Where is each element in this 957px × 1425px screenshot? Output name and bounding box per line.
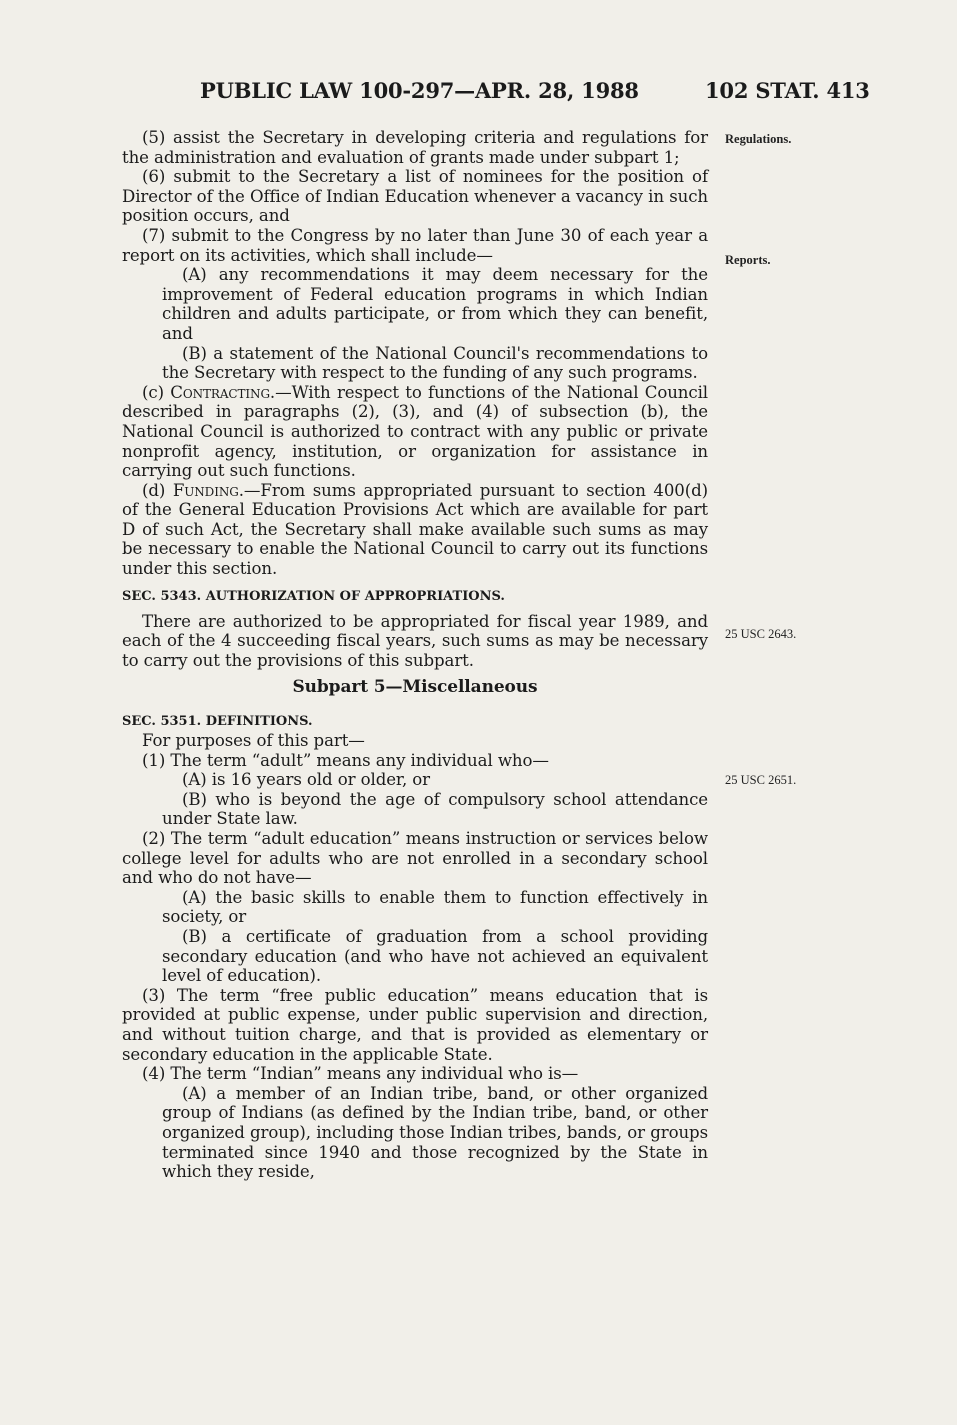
definition-4: (4) The term “Indian” means any individual who is— [142, 1064, 579, 1084]
section-5343-text: There are authorized to be appropriated for fiscal year 1989, and each of the 4 succeeding fiscal years, such sums as may be necessary to carry out the provisions of this subpart. [122, 611, 708, 670]
header-stat-page: 102 STAT. 413 [705, 78, 870, 103]
margin-note-reports: Reports. [725, 253, 771, 267]
paragraph-7: (7) submit to the Congress by no later than June 30 of each year a report on its activities, which shall include— [122, 225, 708, 265]
definition-1: (1) The term “adult” means any individual who— [142, 750, 549, 770]
margin-note-regulations: Regulations. [725, 132, 792, 146]
subsection-c-label: (c) [142, 382, 171, 402]
subsection-d-label: (d) [142, 480, 173, 500]
subpart-5-heading: Subpart 5—Miscellaneous [292, 677, 538, 698]
definition-1-b: (B) who is beyond the age of compulsory school attendance under State law. [162, 789, 708, 829]
document-body [122, 128, 708, 1182]
subsection-d-heading: Funding. [172, 480, 244, 500]
definition-2-b: (B) a certificate of graduation from a school providing secondary education (and who have not achieved an equivalent level of education). [162, 926, 708, 986]
definitions-intro: For purposes of this part— [142, 731, 365, 751]
subsection-d-text: —From sums appropriated pursuant to section 400(d) of the General Education Provisions Act which are available for part D of such Act, the Secretary shall make available such sums as may be necessary to enable the National Council to carry out its functions under this section. [122, 480, 709, 579]
section-5351-heading: SEC. 5351. DEFINITIONS. [122, 714, 313, 730]
definition-3: (3) The term “free public education” means education that is provided at public expense, under public supervision and direction, and without tuition charge, and that is provided as elementary or secondary education in the applicable State. [122, 985, 708, 1064]
paragraph-6: (6) submit to the Secretary a list of nominees for the position of Director of the Office of Indian Education whenever a vacancy in such position occurs, and [122, 167, 708, 226]
section-5343-heading: SEC. 5343. AUTHORIZATION OF APPROPRIATIONS. [122, 588, 505, 604]
definition-2: (2) The term “adult education” means instruction or services below college level for adults who are not enrolled in a secondary school and who do not have— [122, 829, 708, 888]
definition-4-a: (A) a member of an Indian tribe, band, or other organized group of Indians (as defined by the Indian tribe, band, or other organized group), including those Indian tribes, bands, or groups terminated since 1940 and those recognized by the State in which they reside, [162, 1083, 708, 1182]
paragraph-7-a: (A) any recommendations it may deem necessary for the improvement of Federal education programs in which Indian children and adults participate, or from which they can benefit, and [162, 265, 708, 343]
running-header [0, 78, 957, 114]
margin-note-usc-2651: 25 USC 2651. [725, 773, 797, 787]
subsection-d-funding [122, 481, 708, 579]
subsection-c-contracting [122, 383, 708, 481]
paragraph-5: (5) assist the Secretary in developing criteria and regulations for the administration and evaluation of grants made under subpart 1; [122, 128, 708, 167]
definition-1-a: (A) is 16 years old or older, or [182, 770, 431, 790]
subsection-c-heading: Contracting. [170, 382, 276, 402]
header-public-law: PUBLIC LAW 100-297—APR. 28, 1988 [200, 78, 639, 103]
paragraph-7-b: (B) a statement of the National Council's recommendations to the Secretary with respect to the funding of any such programs. [162, 343, 708, 383]
subsection-c-text: —With respect to functions of the National Council described in paragraphs (2), (3), and (4) of subsection (b), the National Council is authorized to contract with any public or private nonprofit agency, institution, or organization for assistance in carrying out such functions. [122, 382, 708, 481]
definition-2-a: (A) the basic skills to enable them to function effectively in society, or [162, 887, 708, 927]
margin-note-usc-2643: 25 USC 2643. [725, 627, 797, 641]
